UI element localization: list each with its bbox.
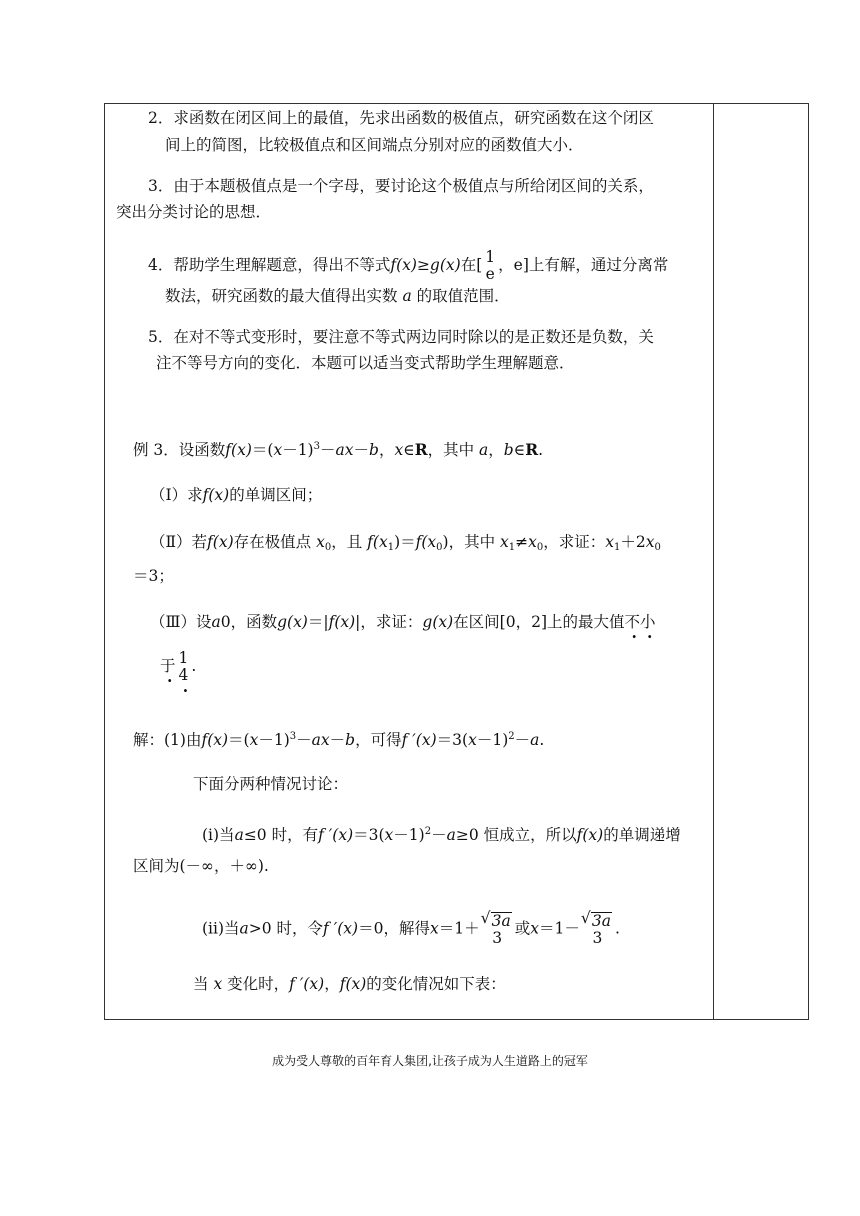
part3-line2	[160, 650, 196, 684]
text: ≥0 恒成立，所以	[455, 826, 577, 844]
x: x	[384, 826, 394, 844]
neq: ≠	[515, 533, 529, 551]
frac-denominator: e	[485, 265, 495, 283]
fx0: f(x	[415, 533, 437, 551]
fx: f(x)	[207, 533, 234, 551]
text: ＝0，解得	[358, 919, 430, 938]
period: .	[614, 919, 620, 938]
item4-prefix: 4．帮助学生理解题意，得出不等式	[148, 256, 391, 274]
eq: ＝3(	[353, 826, 385, 844]
case1-line2: 区间为(－∞，＋∞).	[133, 857, 269, 875]
item4-suffix: ，e]上有解，通过分离常	[498, 256, 669, 274]
fraction-1-over-4	[177, 650, 191, 684]
x: x	[530, 919, 539, 938]
table-intro	[193, 974, 506, 994]
reals: R	[414, 440, 428, 459]
minus: －	[353, 441, 369, 459]
x: x	[468, 731, 477, 749]
item4-line2b: 的取值范围．	[416, 287, 510, 305]
text: ≤0 时，有	[243, 826, 319, 844]
a: a	[211, 613, 221, 631]
minus: －	[329, 731, 346, 749]
gx: g(x)	[422, 613, 454, 631]
period: .	[538, 441, 544, 459]
example-label: 例 3．设函数	[133, 441, 226, 459]
fx: f(x)	[328, 613, 356, 631]
interval-open: 在[	[460, 256, 483, 274]
f-prime: f ′(x)	[318, 826, 354, 844]
a: a	[530, 731, 540, 749]
part2-line2: ＝3；	[133, 567, 174, 585]
fx: f(x)	[202, 486, 230, 504]
ax: ax	[335, 441, 354, 459]
text: )＝	[394, 533, 416, 551]
minus: －	[514, 731, 531, 749]
case1-line1	[202, 822, 681, 845]
x: x	[645, 533, 655, 551]
part3-line1	[150, 612, 656, 632]
fx: f(x)	[339, 975, 367, 993]
eq: ＝|	[307, 613, 329, 631]
power-3: 3	[313, 441, 320, 452]
content-table-frame	[104, 103, 809, 1020]
fraction-sqrt3a-over-3	[581, 912, 614, 947]
part2-line1	[150, 532, 661, 558]
table-column-divider	[713, 103, 714, 1020]
text: |，求证：	[355, 613, 423, 631]
text: 当	[193, 975, 209, 993]
x: x	[500, 533, 509, 551]
item4-line2a: 数法，研究函数的最大值得出实数	[165, 287, 398, 305]
emphasis-char: 不	[624, 613, 641, 631]
item3-line1: 3．由于本题极值点是一个字母，要讨论这个极值点与所给闭区间的关系，	[148, 177, 654, 195]
power-2: 2	[508, 731, 515, 742]
period: .	[191, 657, 197, 675]
sub: 0	[324, 542, 332, 553]
text: ，求证：	[543, 533, 606, 551]
minus-one: －1)	[258, 731, 290, 749]
part1-label: （Ⅰ）求	[150, 486, 203, 504]
sub: 1	[387, 542, 395, 553]
x: x	[528, 533, 537, 551]
minus-one: －1)	[282, 441, 314, 459]
ax: ax	[311, 731, 330, 749]
in: ∈	[513, 441, 526, 459]
item3-line2: 突出分类讨论的思想．	[116, 203, 272, 221]
item4-line2	[165, 286, 510, 306]
frac-denominator: 4 .	[177, 667, 191, 684]
frac-numerator: 1	[485, 248, 496, 266]
fx: f(x)	[225, 441, 252, 459]
part2-label: （Ⅱ）若	[150, 533, 208, 551]
cases-intro: 下面分两种情况讨论：	[193, 775, 349, 793]
fx1: f(x	[367, 533, 388, 551]
inequality-expr: f(x)≥g(x)	[390, 256, 461, 274]
gx: g(x)	[277, 613, 308, 631]
text: 在区间[0，2]上的最大值	[453, 613, 625, 631]
minus: －	[296, 731, 312, 749]
minus-one: －1)	[393, 826, 425, 844]
example3-statement	[133, 437, 543, 460]
eq: ＝(	[228, 731, 250, 749]
var-a: a	[402, 287, 412, 305]
fx: f(x)	[576, 826, 604, 844]
case2-line	[202, 912, 620, 947]
sub: 0	[654, 542, 661, 553]
frac-numerator: 1	[178, 649, 189, 667]
fraction-sqrt3a-over-3	[481, 912, 514, 947]
part1	[150, 485, 322, 505]
eq: ＝(	[251, 441, 274, 459]
text: 变化时，	[227, 975, 290, 993]
page-footer: 成为受人尊敬的百年育人集团,让孩子成为人生道路上的冠军	[272, 1054, 588, 1068]
zero: 0	[220, 613, 231, 631]
b: b	[369, 441, 379, 459]
period: .	[539, 731, 545, 749]
text: ，	[324, 975, 340, 993]
f-prime: f ′(x)	[323, 919, 359, 938]
x: x	[605, 533, 615, 551]
fraction-1-over-e	[483, 249, 497, 283]
x: x	[394, 441, 404, 459]
sub: 0	[436, 542, 443, 553]
text: 存在极值点	[233, 533, 312, 551]
minus-one: －1)	[476, 731, 509, 749]
case-label: (ii)当	[202, 919, 240, 938]
text: 的变化情况如下表：	[366, 975, 506, 993]
solution-label: 解：(1)由	[133, 731, 202, 749]
item2-line1: 2．求函数在闭区间上的最值，先求出函数的极值点，研究函数在这个闭区	[148, 109, 654, 127]
a: a	[479, 441, 489, 459]
power-2: 2	[424, 826, 432, 837]
part3-label: （Ⅲ）设	[150, 613, 212, 631]
minus: －	[319, 441, 336, 459]
case-label: (i)当	[202, 826, 235, 844]
text: ，且	[331, 533, 363, 551]
frac-denominator: 3	[492, 929, 503, 947]
text: ，可得	[355, 731, 402, 749]
x: x	[429, 919, 439, 938]
x: x	[249, 731, 259, 749]
text: 的单调递增	[603, 826, 681, 844]
eq: ＝1＋	[438, 919, 480, 938]
a: a	[446, 826, 456, 844]
x: x	[213, 975, 223, 993]
among: ，其中	[427, 441, 475, 459]
comma: ，	[488, 441, 504, 459]
text: 或	[514, 919, 531, 938]
f-prime: f ′(x)	[289, 975, 325, 993]
a: a	[234, 826, 244, 844]
reals: R	[525, 440, 539, 459]
fx: f(x)	[201, 731, 229, 749]
item5-line2: 注不等号方向的变化．本题可以适当变式帮助学生理解题意．	[156, 354, 575, 372]
in: ∈	[403, 441, 415, 459]
text: >0 时，令	[248, 919, 324, 938]
x: x	[273, 441, 283, 459]
radical: √ 3a	[591, 912, 612, 930]
x: x	[316, 533, 325, 551]
radical: √ 3a	[491, 912, 512, 930]
emphasis-char: 小	[640, 613, 656, 631]
eq: ＝1－	[538, 919, 580, 938]
eq: ＝3(	[436, 731, 469, 749]
frac-denominator: 3	[592, 929, 603, 947]
item4-line1	[148, 249, 668, 283]
f-prime: f ′(x)	[401, 731, 437, 749]
item5-line1: 5．在对不等式变形时，要注意不等式两边同时除以的是正数还是负数，关	[148, 328, 654, 346]
sub: 1	[508, 542, 516, 553]
text: )，其中	[442, 533, 496, 551]
plus: ＋2	[620, 533, 646, 551]
power-3: 3	[289, 731, 297, 742]
minus: －	[431, 826, 447, 844]
item2-line2: 间上的简图，比较极值点和区间端点分别对应的函数值大小．	[165, 136, 584, 154]
a: a	[239, 919, 249, 938]
sub: 0	[536, 542, 544, 553]
comma: ，	[378, 441, 395, 459]
b: b	[503, 441, 514, 459]
sub: 1	[614, 542, 621, 553]
emphasis-char: 于	[160, 657, 176, 675]
text: ，函数	[230, 613, 278, 631]
b: b	[345, 731, 356, 749]
solution-line	[133, 727, 544, 750]
part1-text: 的单调区间；	[229, 486, 323, 504]
